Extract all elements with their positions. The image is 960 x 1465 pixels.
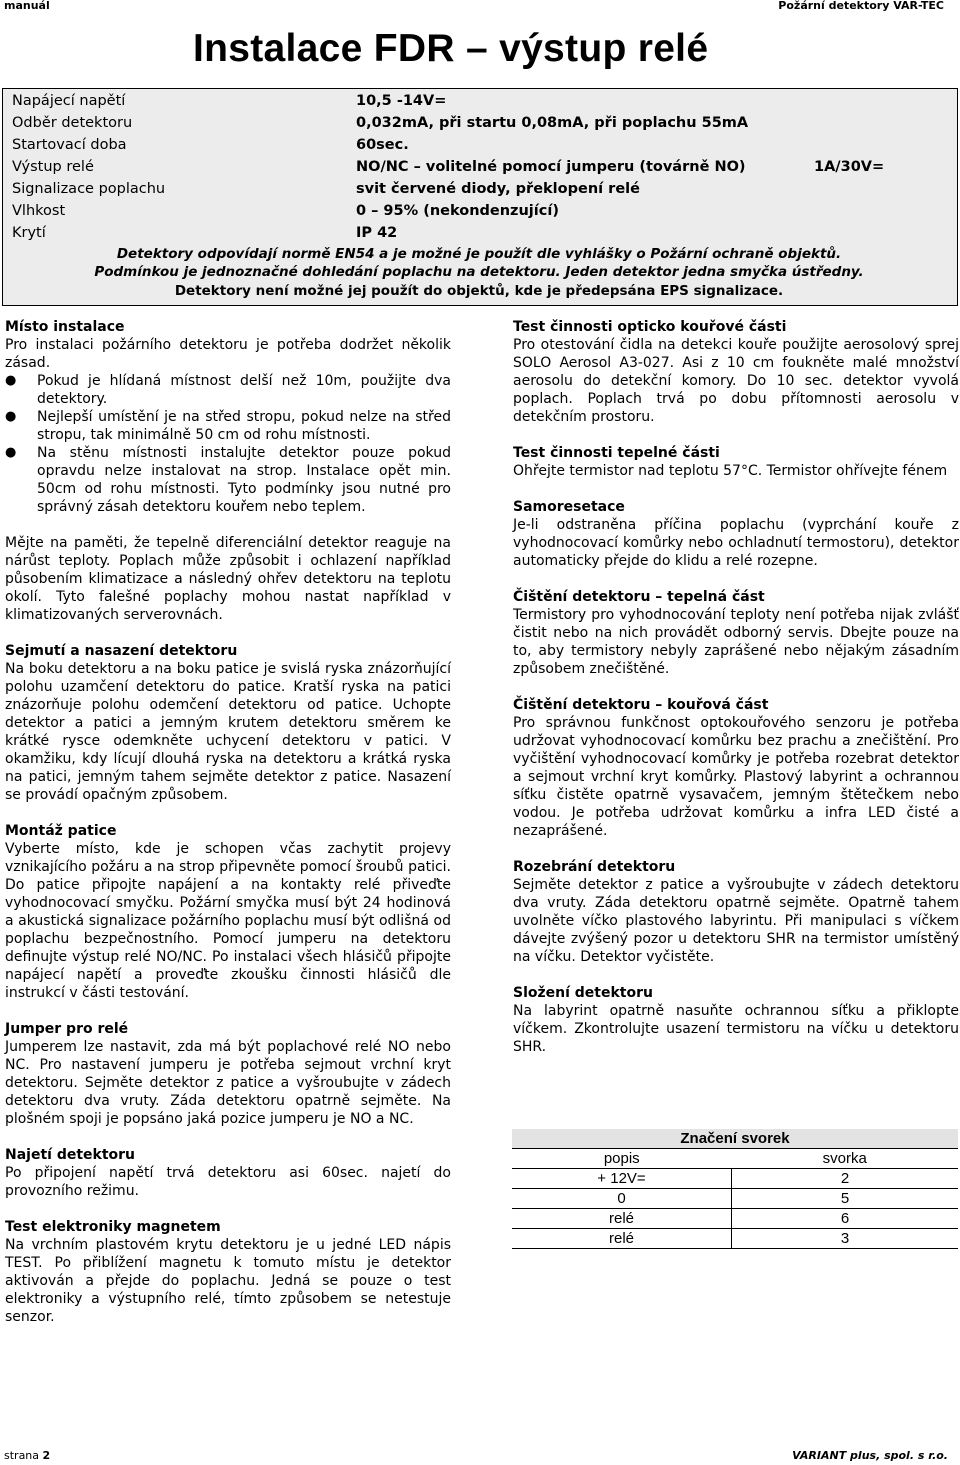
table-caption: Značení svorek	[512, 1129, 958, 1149]
table-row	[512, 1169, 958, 1189]
spec-value: 0,032mA, při startu 0,08mA, při poplachu 55mA	[356, 115, 749, 131]
section-title: Jumper pro relé	[5, 1021, 129, 1037]
section-text: Ohřejte termistor nad teplotu 57°C. Termistor ohřívejte fénem	[513, 463, 948, 479]
spec-label: Napájecí napětí	[12, 93, 126, 109]
section-heat-test	[513, 444, 959, 480]
section-text: Pro instalaci požárního detektoru je potřeba dodržet několik zásad.	[5, 337, 451, 371]
section-text: Vyberte místo, kde je schopen včas zachytit projevy vznikajícího požáru a na strop připevněte pomocí šroubů patici. Do patice připojte napájení a na kontakty relé přiveďte vyhodnocovací smyčku. Požární smyčka musí být 24 hodinová a akustická signalizace požárního poplachu musí být odlišná od poplachu bezpečnostního. Pomocí jumperu na detektoru definujte výstup relé NO/NC. Po instalaci všech hlásičů připojte napájecí napětí a proveďte zkoušku činnosti hlásičů dle instrukcí v části testování.	[5, 841, 451, 1001]
section-text: Jumperem lze nastavit, zda má být poplachové relé NO nebo NC. Pro nastavení jumperu je potřeba sejmout vrchní kryt detektoru. Sejměte detektor z patice a vyšroubujte v zádech detektoru dva vruty. Záda detektoru opatrně sejměte. Na plošném spoji je popsáno jaká pozice jumperu je NO a NC.	[5, 1039, 451, 1127]
section-title: Samoresetace	[513, 499, 625, 515]
spec-value: svit červené diody, překlopení relé	[356, 181, 640, 197]
column-header-terminal: svorka	[732, 1149, 959, 1169]
list-item-text: Nejlepší umístění je na střed stropu, pokud nelze na střed stropu, tak minimálně 50 cm od rohu místnosti.	[37, 409, 451, 443]
spec-note: Detektory není možné jej použít do objektů, kde je předepsána EPS signalizace.	[174, 283, 784, 299]
section-text: Po připojení napětí trvá detektoru asi 60sec. najetí do provozního režimu.	[5, 1165, 451, 1199]
spec-note: Podmínkou je jednoznačné dohledání poplachu na detektoru. Jeden detektor jedna smyčka ústředny.	[94, 264, 864, 280]
terminal-table	[512, 1129, 958, 1249]
section-title: Test elektroniky magnetem	[5, 1219, 221, 1235]
bullet-icon: ●	[5, 409, 17, 424]
placement-list	[5, 372, 451, 516]
table-cell: + 12V=	[512, 1169, 732, 1189]
header-right: Požární detektory VAR-TEC	[778, 0, 944, 12]
spec-value: 10,5 -14V=	[356, 93, 447, 109]
section-title: Montáž patice	[5, 823, 117, 839]
list-item-text: Pokud je hlídaná místnost delší než 10m, použijte dva detektory.	[37, 373, 451, 407]
list-item	[5, 408, 451, 444]
page-header	[0, 0, 960, 13]
section-clean-heat	[513, 588, 959, 678]
spec-label: Odběr detektoru	[12, 115, 133, 131]
section-disassembly	[513, 858, 959, 966]
left-column	[5, 318, 451, 1344]
column-header-description: popis	[512, 1149, 732, 1169]
section-title: Rozebrání detektoru	[513, 859, 676, 875]
section-reset	[513, 498, 959, 570]
table-cell: 3	[732, 1229, 959, 1249]
section-text: Na vrchním plastovém krytu detektoru je u jedné LED nápis TEST. Po přiblížení magnetu k tomuto místu je detektor aktivován a přejde do poplachu. Jedná se pouze o test elektroniky a výstupního relé, tímto způsobem se netestuje senzor.	[5, 1237, 451, 1325]
spec-note: Detektory odpovídají normě EN54 a je možné je použít dle vyhlášky o Požární ochraně objektů.	[116, 246, 842, 262]
list-item	[5, 372, 451, 408]
footer-page-number: 2	[42, 1449, 51, 1462]
spec-label: Vlhkost	[12, 203, 66, 219]
spec-label: Výstup relé	[12, 159, 94, 175]
section-text: Na labyrint opatrně nasuňte ochrannou síťku a přiklopte víčkem. Zkontrolujte usazení termistoru na víčku u detektoru SHR.	[513, 1003, 959, 1055]
bullet-icon: ●	[5, 373, 17, 388]
section-assembly	[513, 984, 959, 1056]
list-item-text: Na stěnu místnosti instalujte detektor pouze pokud opravdu nelze instalovat na strop. Instalace opět min. 50cm od rohu místnosti. Tyto podmínky jsou nutné pro správný zásah detektoru kouřem nebo teplem.	[37, 445, 451, 515]
right-column	[513, 318, 959, 1074]
table-cell: 6	[732, 1209, 959, 1229]
table-row	[512, 1189, 958, 1209]
table-row	[512, 1209, 958, 1229]
section-magnet	[5, 1218, 451, 1326]
section-title: Sejmutí a nasazení detektoru	[5, 643, 238, 659]
section-smoke-test	[513, 318, 959, 426]
spec-value: 60sec.	[356, 137, 409, 153]
header-left: manuál	[4, 0, 50, 12]
section-clean-smoke	[513, 696, 959, 840]
section-jumper	[5, 1020, 451, 1128]
section-text: Je-li odstraněna příčina poplachu (vyprchání kouře z vyhodnocovací komůrky nebo ochladnutí termostoru), detektor automaticky přejde do klidu a relé rozepne.	[513, 517, 959, 569]
section-title: Složení detektoru	[513, 985, 653, 1001]
section-title: Test činnosti opticko kouřové části	[513, 319, 787, 335]
table-cell: relé	[512, 1229, 732, 1249]
section-text: Na boku detektoru a na boku patice je svislá ryska znázorňující polohu uzamčení detektoru do patice. Kratší ryska na patici znázorňuje polohu odemčení detektoru od patice. Uchopte detektor a patici a jemným krutem detektoru směrem ke krátké rysce odemkněte uchycení detektoru v patici. V okamžiku, kdy lícují dlouhá ryska na detektoru a krátká ryska na patici, jemným tahem sejměte detektor z patice. Nasazení se provádí opačným způsobem.	[5, 661, 451, 803]
footer-company: VARIANT plus, spol. s r.o.	[792, 1449, 948, 1462]
section-text: Termistory pro vyhodnocování teploty není potřeba nijak zvlášť čistit nebo na nich provádět odborný servis. Dbejte pouze na to, aby termistory nebyly zaprášené nebo nějakým zásadním způsobem znečištěné.	[513, 607, 959, 677]
page-title: Instalace FDR – výstup relé	[193, 27, 709, 70]
section-placement	[5, 318, 451, 516]
table-cell: 5	[732, 1189, 959, 1209]
section-mount	[5, 822, 451, 1002]
table-cell: 0	[512, 1189, 732, 1209]
table-cell: 2	[732, 1169, 959, 1189]
spec-extra: 1A/30V=	[814, 159, 885, 175]
spec-value: IP 42	[356, 225, 398, 241]
spec-value: NO/NC – volitelné pomocí jumperu (továrně NO)	[356, 159, 746, 175]
section-removal	[5, 642, 451, 804]
section-startup	[5, 1146, 451, 1200]
footer-page	[4, 1449, 50, 1462]
bullet-icon: ●	[5, 445, 17, 460]
footer-page-label: strana	[4, 1449, 40, 1462]
section-text: Pro otestování čidla na detekci kouře použijte aerosolový sprej SOLO Aerosol A3-027. Asi z 10 cm foukněte malé množství aerosolu do detekční komory. Do 10 sec. detektor vyvolá poplach. Poplach trvá po dobu přítomnosti aerosolu v detekčním prostoru.	[513, 337, 959, 425]
list-item	[5, 444, 451, 516]
section-title: Čištění detektoru – tepelná část	[513, 589, 765, 605]
table-row	[512, 1229, 958, 1249]
section-title: Čištění detektoru – kouřová část	[513, 697, 769, 713]
spec-label: Startovací doba	[12, 137, 127, 153]
spec-value: 0 – 95% (nekondenzující)	[356, 203, 559, 219]
table-cell: relé	[512, 1209, 732, 1229]
section-text: Mějte na paměti, že tepelně diferenciální detektor reaguje na nárůst teploty. Poplach může způsobit i ochlazení například působením klimatizace a následný ohřev detektoru na teplotu okolí. Tyto falešné poplachy mohou nastat například v klimatizovaných serverovnách.	[5, 535, 451, 623]
section-title: Místo instalace	[5, 319, 125, 335]
specs-box	[2, 88, 958, 306]
section-memo	[5, 534, 451, 624]
spec-label: Krytí	[12, 225, 46, 241]
spec-label: Signalizace poplachu	[12, 181, 166, 197]
section-title: Najetí detektoru	[5, 1147, 136, 1163]
section-text: Sejměte detektor z patice a vyšroubujte v zádech detektoru dva vruty. Záda detektoru opatrně sejměte. Opatrně tahem uvolněte víčko plastového labyrintu. Při manipulaci s víčkem dávejte zvýšený pozor u detektoru SHR na termistor umístěný na víčku. Detektor vyčistěte.	[513, 877, 959, 965]
section-text: Pro správnou funkčnost optokouřového senzoru je potřeba udržovat vyhodnocovací komůrku bez prachu a znečištění. Pro vyčištění vyhodnocovací komůrky je potřeba rozebrat detektor a sejmout vrchní kryt komůrky. Plastový labyrint a ochrannou síťku čistěte opatrně vysavačem, jemným štětečkem nebo vodou. Je potřeba udržovat komůrku a infra LED čisté a nezaprášené.	[513, 715, 959, 839]
section-title: Test činnosti tepelné části	[513, 445, 720, 461]
